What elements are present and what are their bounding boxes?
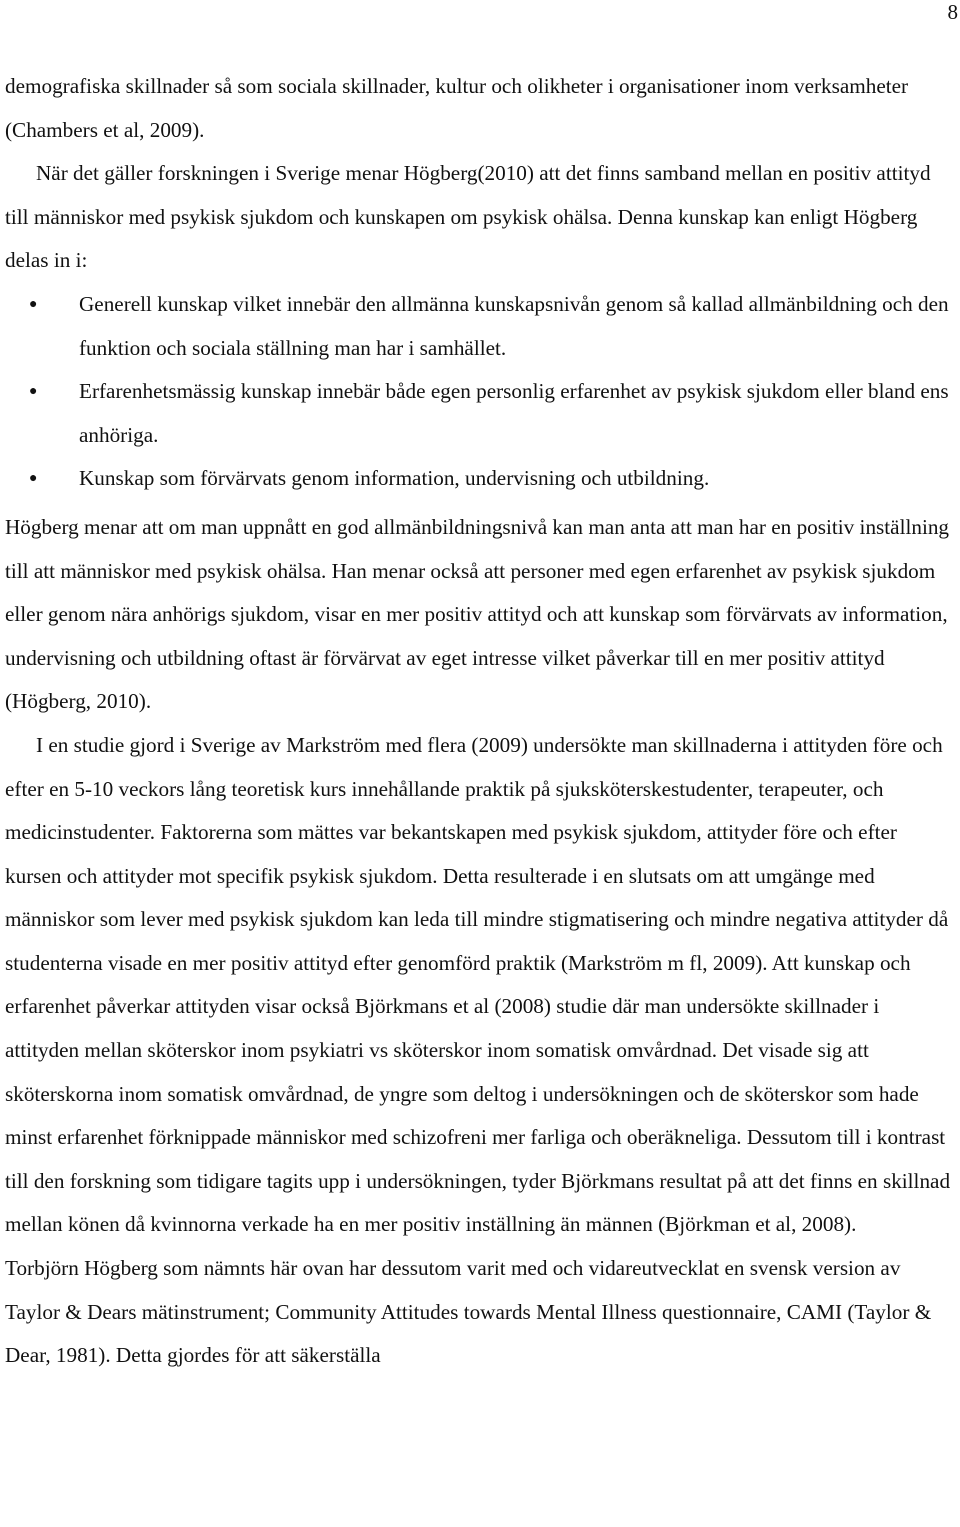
list-item-text: Kunskap som förvärvats genom information, undervisning och utbildning.: [79, 466, 710, 491]
list-item: [29, 283, 951, 370]
list-item-text: Erfarenhetsmässig kunskap innebär både egen personlig erfarenhet av psykisk sjukdom eller bland ens anhöriga.: [79, 379, 949, 447]
paragraph-5: Torbjörn Högberg som nämnts här ovan har dessutom varit med och vidareutvecklat en svensk version av Taylor & Dears mätinstrument; Community Attitudes towards Mental Illness questionnaire, CAMI (Taylor & Dear, 1981). Detta gjordes för att säkerställa: [5, 1256, 932, 1368]
paragraph-1: demografiska skillnader så som sociala skillnader, kultur och olikheter i organisationer inom verksamheter (Chambers et al, 2009).: [5, 74, 909, 142]
bullet-icon: ●: [29, 384, 38, 400]
paragraph-4: I en studie gjord i Sverige av Markström med flera (2009) undersökte man skillnaderna i attityden före och efter en 5-10 veckors lång teoretisk kurs innehållande praktik på sjuksköterskestudenter, terapeuter, och medicinstudenter. Faktorerna som mättes var bekantskapen med psykisk sjukdom, attityder före och efter kursen och attityder mot specifik psykisk sjukdom. Detta resulterade i en slutsats om att umgänge med människor som lever med psykisk sjukdom kan leda till mindre stigmatisering och mindre negativa attityder då studenterna visade en mer positiv attityd efter genomförd praktik (Markström m fl, 2009). Att kunskap och erfarenhet påverkar attityden visar också Björkmans et al (2008) studie där man undersökte skillnader i attityden mellan sköterskor inom psykiatri vs sköterskor inom somatisk omvårdnad. Det visade sig att sköterskorna inom somatisk omvårdnad, de yngre som deltog i undersökningen och de sköterskor som hade minst erfarenhet förknippade människor med schizofreni mer farliga och oberäkneliga. Dessutom till i kontrast till den forskning som tidigare tagits upp i undersökningen, tyder Björkmans resultat på att det finns en skillnad mellan könen då kvinnorna verkade ha en mer positiv inställning än männen (Björkman et al, 2008).: [5, 732, 951, 1237]
bullet-icon: ●: [29, 296, 38, 312]
knowledge-list: [5, 283, 951, 501]
list-item: [29, 457, 951, 501]
page-number: 8: [947, 0, 958, 24]
paragraph-2: När det gäller forskningen i Sverige menar Högberg(2010) att det finns samband mellan en positiv attityd till människor med psykisk sjukdom och kunskapen om psykisk ohälsa. Denna kunskap kan enligt Högberg delas in i:: [5, 161, 931, 273]
document-body: [5, 65, 951, 1378]
list-item: [29, 370, 951, 457]
list-item-text: Generell kunskap vilket innebär den allmänna kunskapsnivån genom så kallad allmänbildning och den funktion och sociala ställning man har i samhället.: [79, 291, 949, 360]
paragraph-3: Högberg menar att om man uppnått en god allmänbildningsnivå kan man anta att man har en positiv inställning till att människor med psykisk ohälsa. Han menar också att personer med egen erfarenhet av psykisk sjukdom eller genom nära anhörigs sjukdom, visar en mer positiv attityd och att kunskap som förvärvats av information, undervisning och utbildning oftast är förvärvat av eget intresse vilket påverkar till en mer positiv attityd (Högberg, 2010).: [5, 514, 950, 714]
bullet-icon: ●: [29, 471, 38, 487]
